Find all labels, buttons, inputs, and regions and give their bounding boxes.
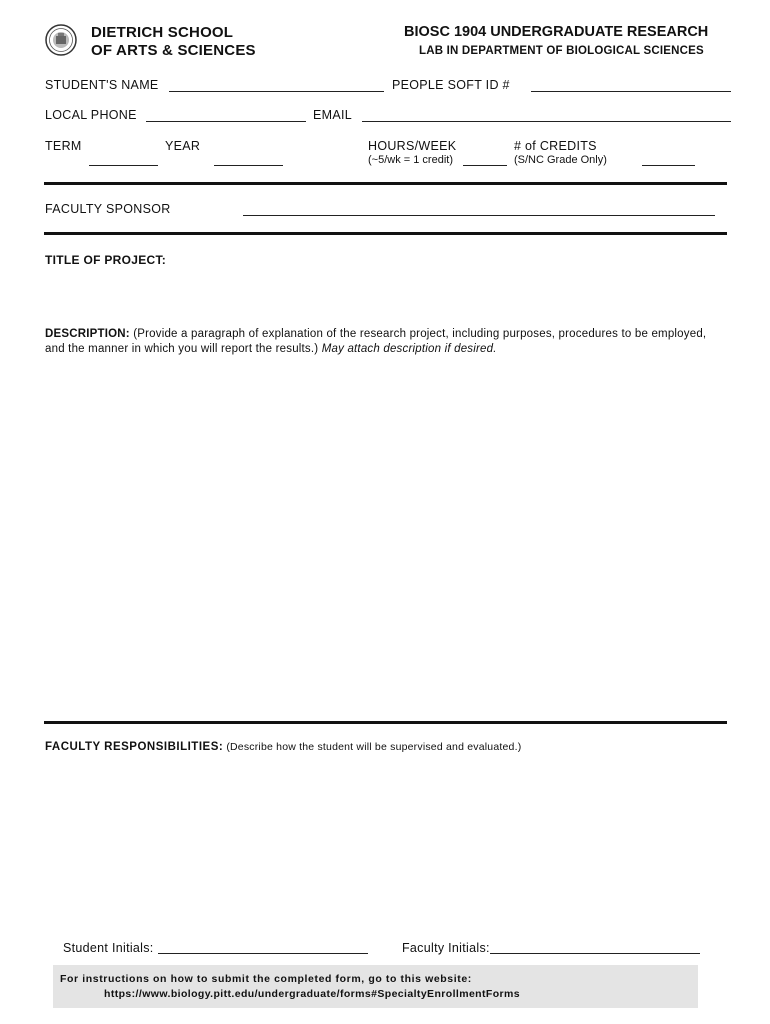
department-name: LAB IN DEPARTMENT OF BIOLOGICAL SCIENCES	[419, 45, 704, 57]
footer-url-link[interactable]: https://www.biology.pitt.edu/undergraduate/forms#SpecialtyEnrollmentForms	[104, 988, 520, 1000]
local-phone-label: LOCAL PHONE	[45, 108, 137, 122]
credits-note: (S/NC Grade Only)	[514, 154, 607, 166]
faculty-sponsor-label: FACULTY SPONSOR	[45, 202, 171, 216]
student-name-label: STUDENT'S NAME	[45, 78, 159, 92]
student-initials-label: Student Initials:	[63, 941, 154, 955]
local-phone-field[interactable]	[146, 121, 306, 122]
section-divider	[44, 182, 727, 185]
hours-week-field[interactable]	[463, 165, 507, 166]
email-label: EMAIL	[313, 108, 353, 122]
section-divider	[44, 721, 727, 724]
faculty-responsibilities-paragraph	[45, 741, 521, 753]
year-field[interactable]	[214, 165, 283, 166]
school-line-2: OF ARTS & SCIENCES	[91, 42, 256, 59]
description-text: (Provide a paragraph of explanation of the research project, including purposes, procedures to be employed, and the manner in which you will report the results.)	[45, 328, 707, 355]
section-divider	[44, 232, 727, 235]
faculty-initials-field[interactable]	[490, 953, 700, 954]
credits-label: # of CREDITS	[514, 139, 597, 153]
hours-week-label: HOURS/WEEK	[368, 139, 457, 153]
year-label: YEAR	[165, 139, 201, 153]
faculty-responsibilities-text: (Describe how the student will be supervised and evaluated.)	[223, 741, 522, 753]
student-initials-field[interactable]	[158, 953, 368, 954]
school-line-1: DIETRICH SCHOOL	[91, 24, 234, 41]
student-name-field[interactable]	[169, 91, 384, 92]
faculty-responsibilities-label: FACULTY RESPONSIBILITIES:	[45, 741, 224, 753]
title-of-project-label: TITLE OF PROJECT:	[45, 253, 167, 267]
instructions-footer	[53, 965, 698, 1008]
school-name	[91, 24, 256, 60]
footer-instruction: For instructions on how to submit the completed form, go to this website:	[60, 973, 472, 985]
peoplesoft-id-label: PEOPLE SOFT ID #	[392, 78, 510, 92]
term-label: TERM	[45, 139, 82, 153]
description-label: DESCRIPTION:	[45, 328, 130, 340]
title-of-project-area[interactable]	[45, 272, 725, 320]
faculty-responsibilities-area[interactable]	[45, 762, 725, 932]
course-title: BIOSC 1904 UNDERGRADUATE RESEARCH	[404, 24, 709, 40]
faculty-initials-label: Faculty Initials:	[402, 941, 490, 955]
university-seal-icon	[45, 24, 77, 56]
peoplesoft-id-field[interactable]	[531, 91, 731, 92]
description-paragraph	[45, 327, 725, 357]
email-field[interactable]	[362, 121, 731, 122]
credits-field[interactable]	[642, 165, 695, 166]
hours-note: (~5/wk = 1 credit)	[368, 154, 453, 166]
faculty-sponsor-field[interactable]	[243, 215, 715, 216]
term-field[interactable]	[89, 165, 158, 166]
description-area[interactable]	[45, 365, 725, 715]
description-italic-note: May attach description if desired.	[321, 343, 497, 355]
